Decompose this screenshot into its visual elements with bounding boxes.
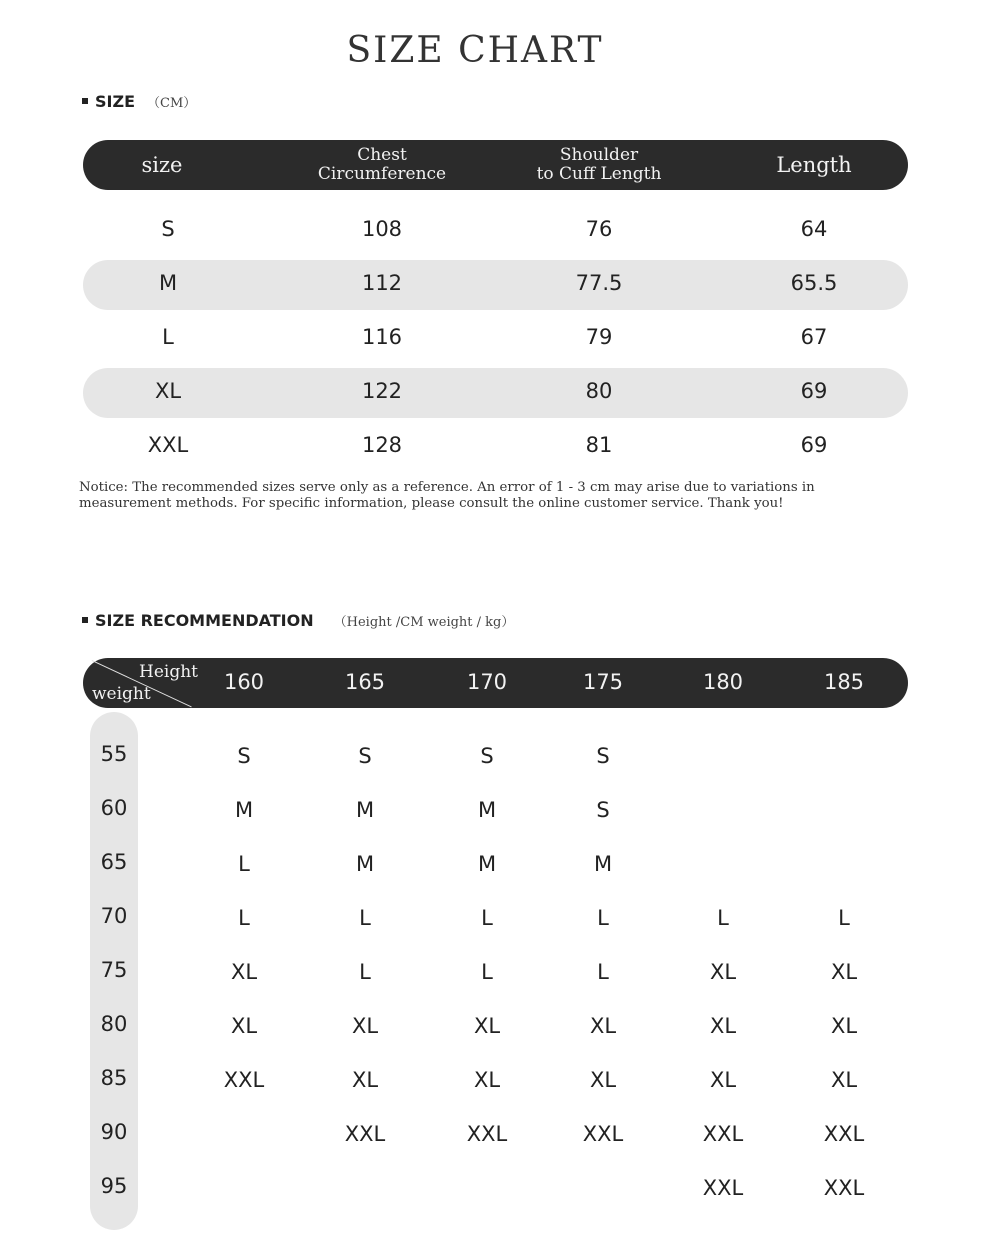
rec-section-title: SIZE RECOMMENDATION <box>95 611 314 630</box>
size-header-cell <box>776 153 851 177</box>
recommended-size-cell: XXL <box>702 1176 744 1200</box>
size-row-bg <box>83 260 908 310</box>
recommended-size-cell: XL <box>589 1068 617 1092</box>
weight-label: 70 <box>100 904 128 928</box>
recommended-size-cell: S <box>596 744 610 768</box>
bullet-icon <box>82 617 88 623</box>
size-section-unit: （CM） <box>147 96 197 111</box>
rec-section-label <box>82 611 514 630</box>
corner-weight-label: weight <box>92 684 151 704</box>
weight-label: 55 <box>100 742 128 766</box>
size-table-cell: M <box>158 271 178 295</box>
recommended-size-cell: XL <box>830 1068 858 1092</box>
recommended-size-cell: L <box>717 906 729 930</box>
recommended-size-cell: L <box>238 906 250 930</box>
height-header-cell: 185 <box>823 670 865 694</box>
size-header-line: Chest <box>357 145 407 165</box>
weight-label: 90 <box>100 1120 128 1144</box>
recommended-size-cell: XXL <box>702 1122 744 1146</box>
size-table-cell: 116 <box>361 325 403 349</box>
recommended-size-cell: XL <box>830 960 858 984</box>
recommended-size-cell: L <box>838 906 850 930</box>
height-header-cell: 180 <box>702 670 744 694</box>
size-header-line: size <box>141 153 183 177</box>
recommended-size-cell: XL <box>351 1014 379 1038</box>
recommended-size-cell: XL <box>830 1014 858 1038</box>
size-table-cell: 80 <box>585 379 613 403</box>
size-table-cell: 112 <box>361 271 403 295</box>
size-table-cell: 64 <box>800 217 828 241</box>
recommended-size-cell: L <box>359 906 371 930</box>
size-header-line: Circumference <box>317 164 447 184</box>
recommended-size-cell: XXL <box>344 1122 386 1146</box>
size-table-cell: XXL <box>147 433 189 457</box>
page-title: SIZE CHART <box>346 30 604 71</box>
size-header-cell <box>142 153 183 177</box>
recommended-size-cell: XL <box>473 1014 501 1038</box>
size-table-cell: 122 <box>361 379 403 403</box>
size-table-cell: 67 <box>800 325 828 349</box>
bullet-icon <box>82 98 88 104</box>
recommended-size-cell: L <box>481 960 493 984</box>
recommended-size-cell: XL <box>709 1014 737 1038</box>
size-section-label <box>82 92 196 111</box>
recommended-size-cell: S <box>358 744 372 768</box>
size-notice: Notice: The recommended sizes serve only as a reference. An error of 1 - 3 cm may arise due to variations in measurement methods. For specific information, please consult the online customer service. Thank you! <box>79 480 815 511</box>
recommended-size-cell: M <box>477 798 497 822</box>
recommended-size-cell: XXL <box>823 1122 865 1146</box>
size-row-bg <box>83 368 908 418</box>
size-table-cell: 69 <box>800 379 828 403</box>
size-table-cell: 79 <box>585 325 613 349</box>
recommended-size-cell: XXL <box>582 1122 624 1146</box>
size-table-cell: 77.5 <box>575 271 623 295</box>
recommended-size-cell: XXL <box>466 1122 508 1146</box>
weight-label: 75 <box>100 958 128 982</box>
recommended-size-cell: XL <box>589 1014 617 1038</box>
height-header-cell: 160 <box>223 670 265 694</box>
size-table-cell: 69 <box>800 433 828 457</box>
size-table-cell: 76 <box>585 217 613 241</box>
size-table-cell: 65.5 <box>790 271 838 295</box>
size-table-cell: 108 <box>361 217 403 241</box>
recommended-size-cell: XL <box>709 1068 737 1092</box>
size-header-cell <box>318 146 446 184</box>
size-table-cell: XL <box>154 379 182 403</box>
weight-label: 80 <box>100 1012 128 1036</box>
size-header-line: Shoulder <box>559 145 639 165</box>
recommended-size-cell: M <box>355 852 375 876</box>
recommended-size-cell: M <box>234 798 254 822</box>
size-table-cell: 128 <box>361 433 403 457</box>
recommended-size-cell: L <box>238 852 250 876</box>
size-header-line: to Cuff Length <box>536 164 662 184</box>
corner-height-label: Height <box>139 662 198 682</box>
recommended-size-cell: L <box>597 960 609 984</box>
weight-label: 65 <box>100 850 128 874</box>
height-header-cell: 165 <box>344 670 386 694</box>
recommended-size-cell: XL <box>351 1068 379 1092</box>
weight-label: 95 <box>100 1174 128 1198</box>
size-table-cell: S <box>161 217 175 241</box>
recommended-size-cell: XL <box>473 1068 501 1092</box>
weight-label: 60 <box>100 796 128 820</box>
weight-label: 85 <box>100 1066 128 1090</box>
size-table-cell: L <box>162 325 174 349</box>
recommended-size-cell: M <box>593 852 613 876</box>
size-header-cell <box>537 146 662 184</box>
recommended-size-cell: S <box>596 798 610 822</box>
recommended-size-cell: M <box>477 852 497 876</box>
recommended-size-cell: S <box>480 744 494 768</box>
recommended-size-cell: S <box>237 744 251 768</box>
rec-section-unit: （Height /CM weight / kg） <box>333 615 515 630</box>
recommended-size-cell: M <box>355 798 375 822</box>
size-table-cell: 81 <box>585 433 613 457</box>
size-section-title: SIZE <box>95 92 136 111</box>
height-header-cell: 170 <box>466 670 508 694</box>
recommended-size-cell: L <box>359 960 371 984</box>
size-header-line: Length <box>776 153 852 177</box>
height-header-cell: 175 <box>582 670 624 694</box>
recommended-size-cell: XXL <box>823 1176 865 1200</box>
recommended-size-cell: XL <box>230 1014 258 1038</box>
recommended-size-cell: XL <box>230 960 258 984</box>
recommended-size-cell: L <box>597 906 609 930</box>
recommended-size-cell: L <box>481 906 493 930</box>
recommended-size-cell: XXL <box>223 1068 265 1092</box>
recommended-size-cell: XL <box>709 960 737 984</box>
